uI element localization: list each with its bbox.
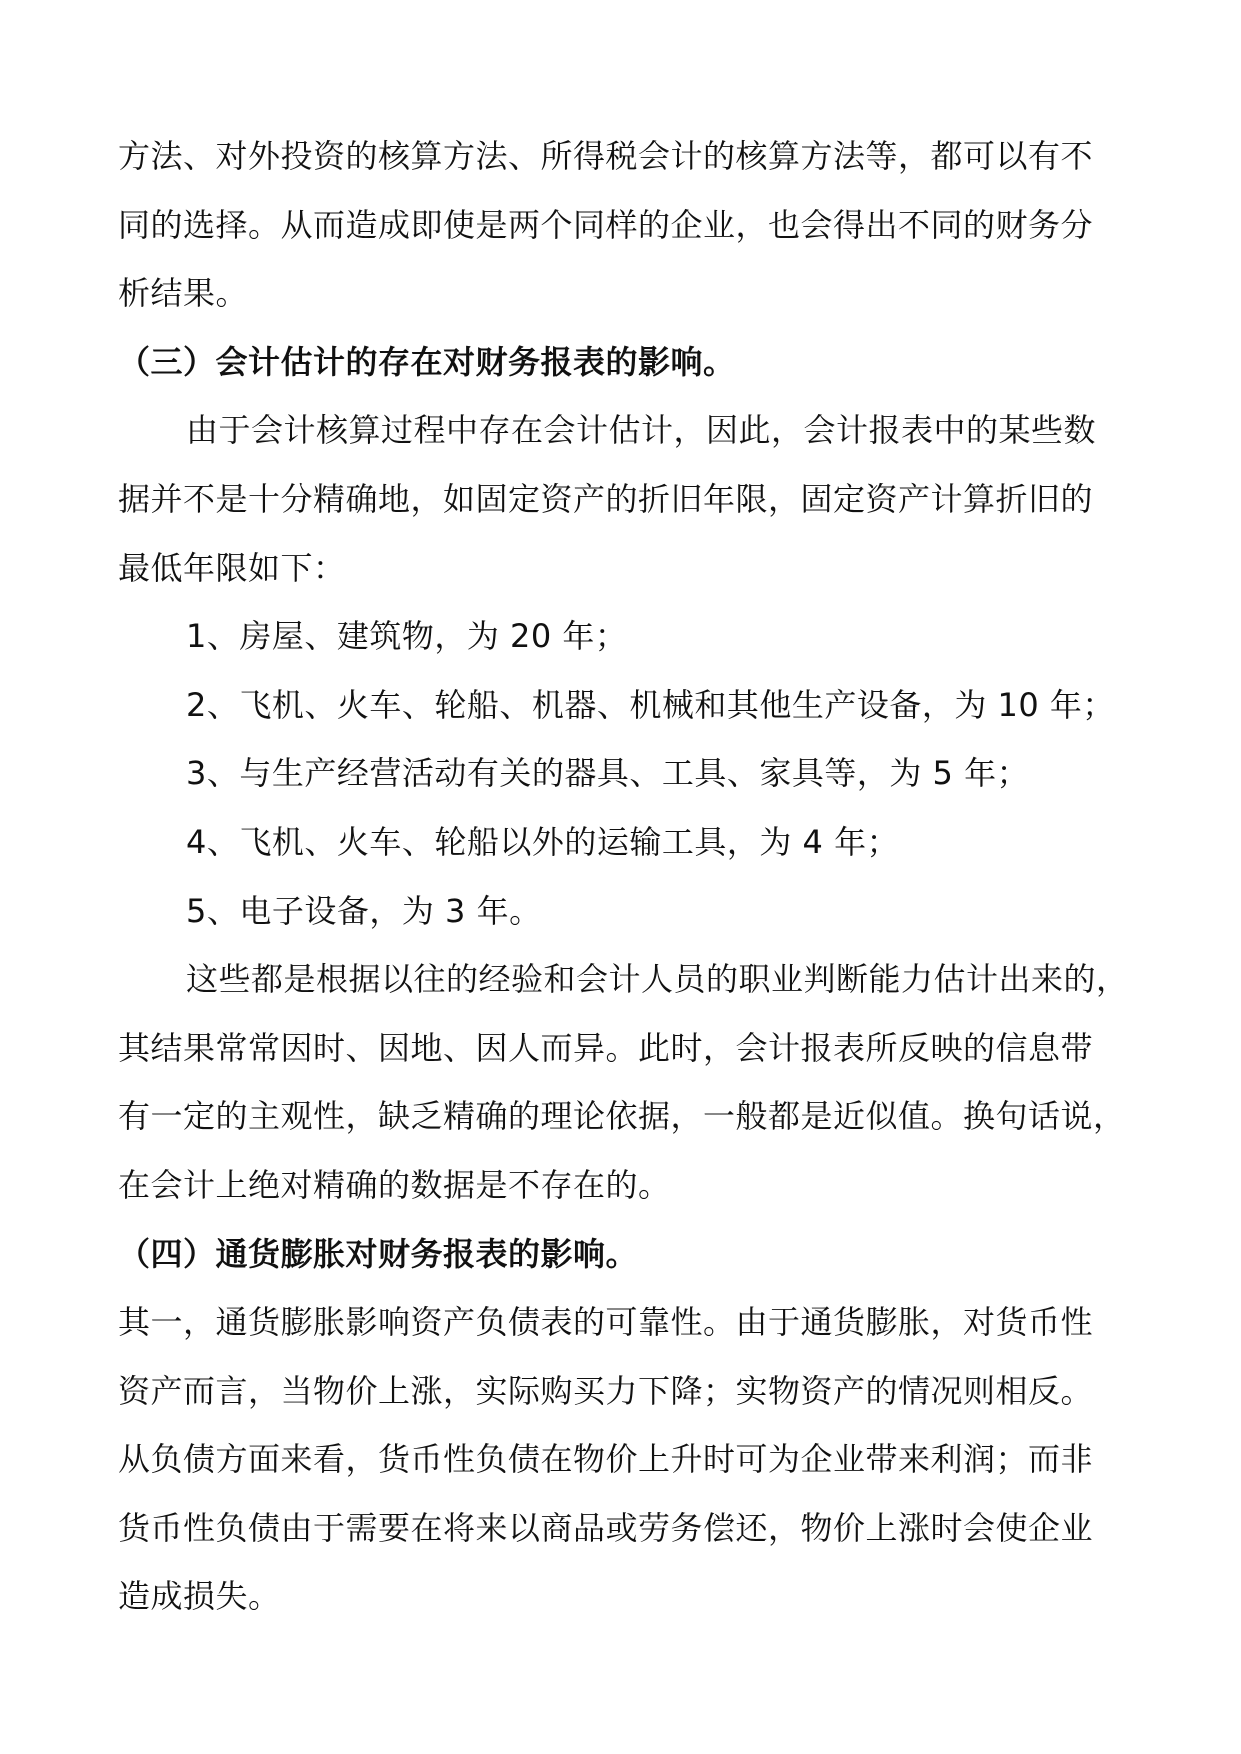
document-body xyxy=(118,122,1168,1631)
text-line: 方法、对外投资的核算方法、所得税会计的核算方法等，都可以有不 xyxy=(118,137,1094,175)
text-line: 据并不是十分精确地，如固定资产的折旧年限，固定资产计算折旧的 xyxy=(118,479,1094,518)
list-item: 3、与生产经营活动有关的器具、工具、家具等，为 5 年； xyxy=(186,754,1030,793)
text-line: 造成损失。 xyxy=(118,1577,281,1616)
list-item: 5、电子设备，为 3 年。 xyxy=(186,891,542,930)
list-item: 2、飞机、火车、轮船、机器、机械和其他生产设备，为 10 年； xyxy=(186,685,1115,724)
paragraph-start: 这些都是根据以往的经验和会计人员的职业判断能力估计出来的， xyxy=(186,960,1129,999)
list-item: 1、房屋、建筑物，为 20 年； xyxy=(186,617,628,656)
text-line: 从负债方面来看，货币性负债在物价上升时可为企业带来利润；而非 xyxy=(118,1440,1094,1479)
text-line: 最低年限如下： xyxy=(118,548,346,587)
section-heading-three: （三）会计估计的存在对财务报表的影响。 xyxy=(118,342,736,381)
text-line: 在会计上绝对精确的数据是不存在的。 xyxy=(118,1165,671,1204)
section-heading-four: （四）通货膨胀对财务报表的影响。 xyxy=(118,1234,639,1273)
text-line: 其一，通货膨胀影响资产负债表的可靠性。由于通货膨胀，对货币性 xyxy=(118,1303,1094,1342)
text-line: 资产而言，当物价上涨，实际购买力下降；实物资产的情况则相反。 xyxy=(118,1371,1094,1410)
text-line: 货币性负债由于需要在将来以商品或劳务偿还，物价上涨时会使企业 xyxy=(118,1508,1094,1547)
text-line: 析结果。 xyxy=(118,274,249,313)
text-line: 有一定的主观性，缺乏精确的理论依据，一般都是近似值。换句话说， xyxy=(118,1097,1126,1136)
text-line: 同的选择。从而造成即使是两个同样的企业，也会得出不同的财务分 xyxy=(118,205,1094,244)
text-line: 其结果常常因时、因地、因人而异。此时，会计报表所反映的信息带 xyxy=(118,1028,1094,1067)
list-item: 4、飞机、火车、轮船以外的运输工具，为 4 年； xyxy=(186,822,900,861)
paragraph-start: 由于会计核算过程中存在会计估计，因此，会计报表中的某些数 xyxy=(186,411,1097,450)
